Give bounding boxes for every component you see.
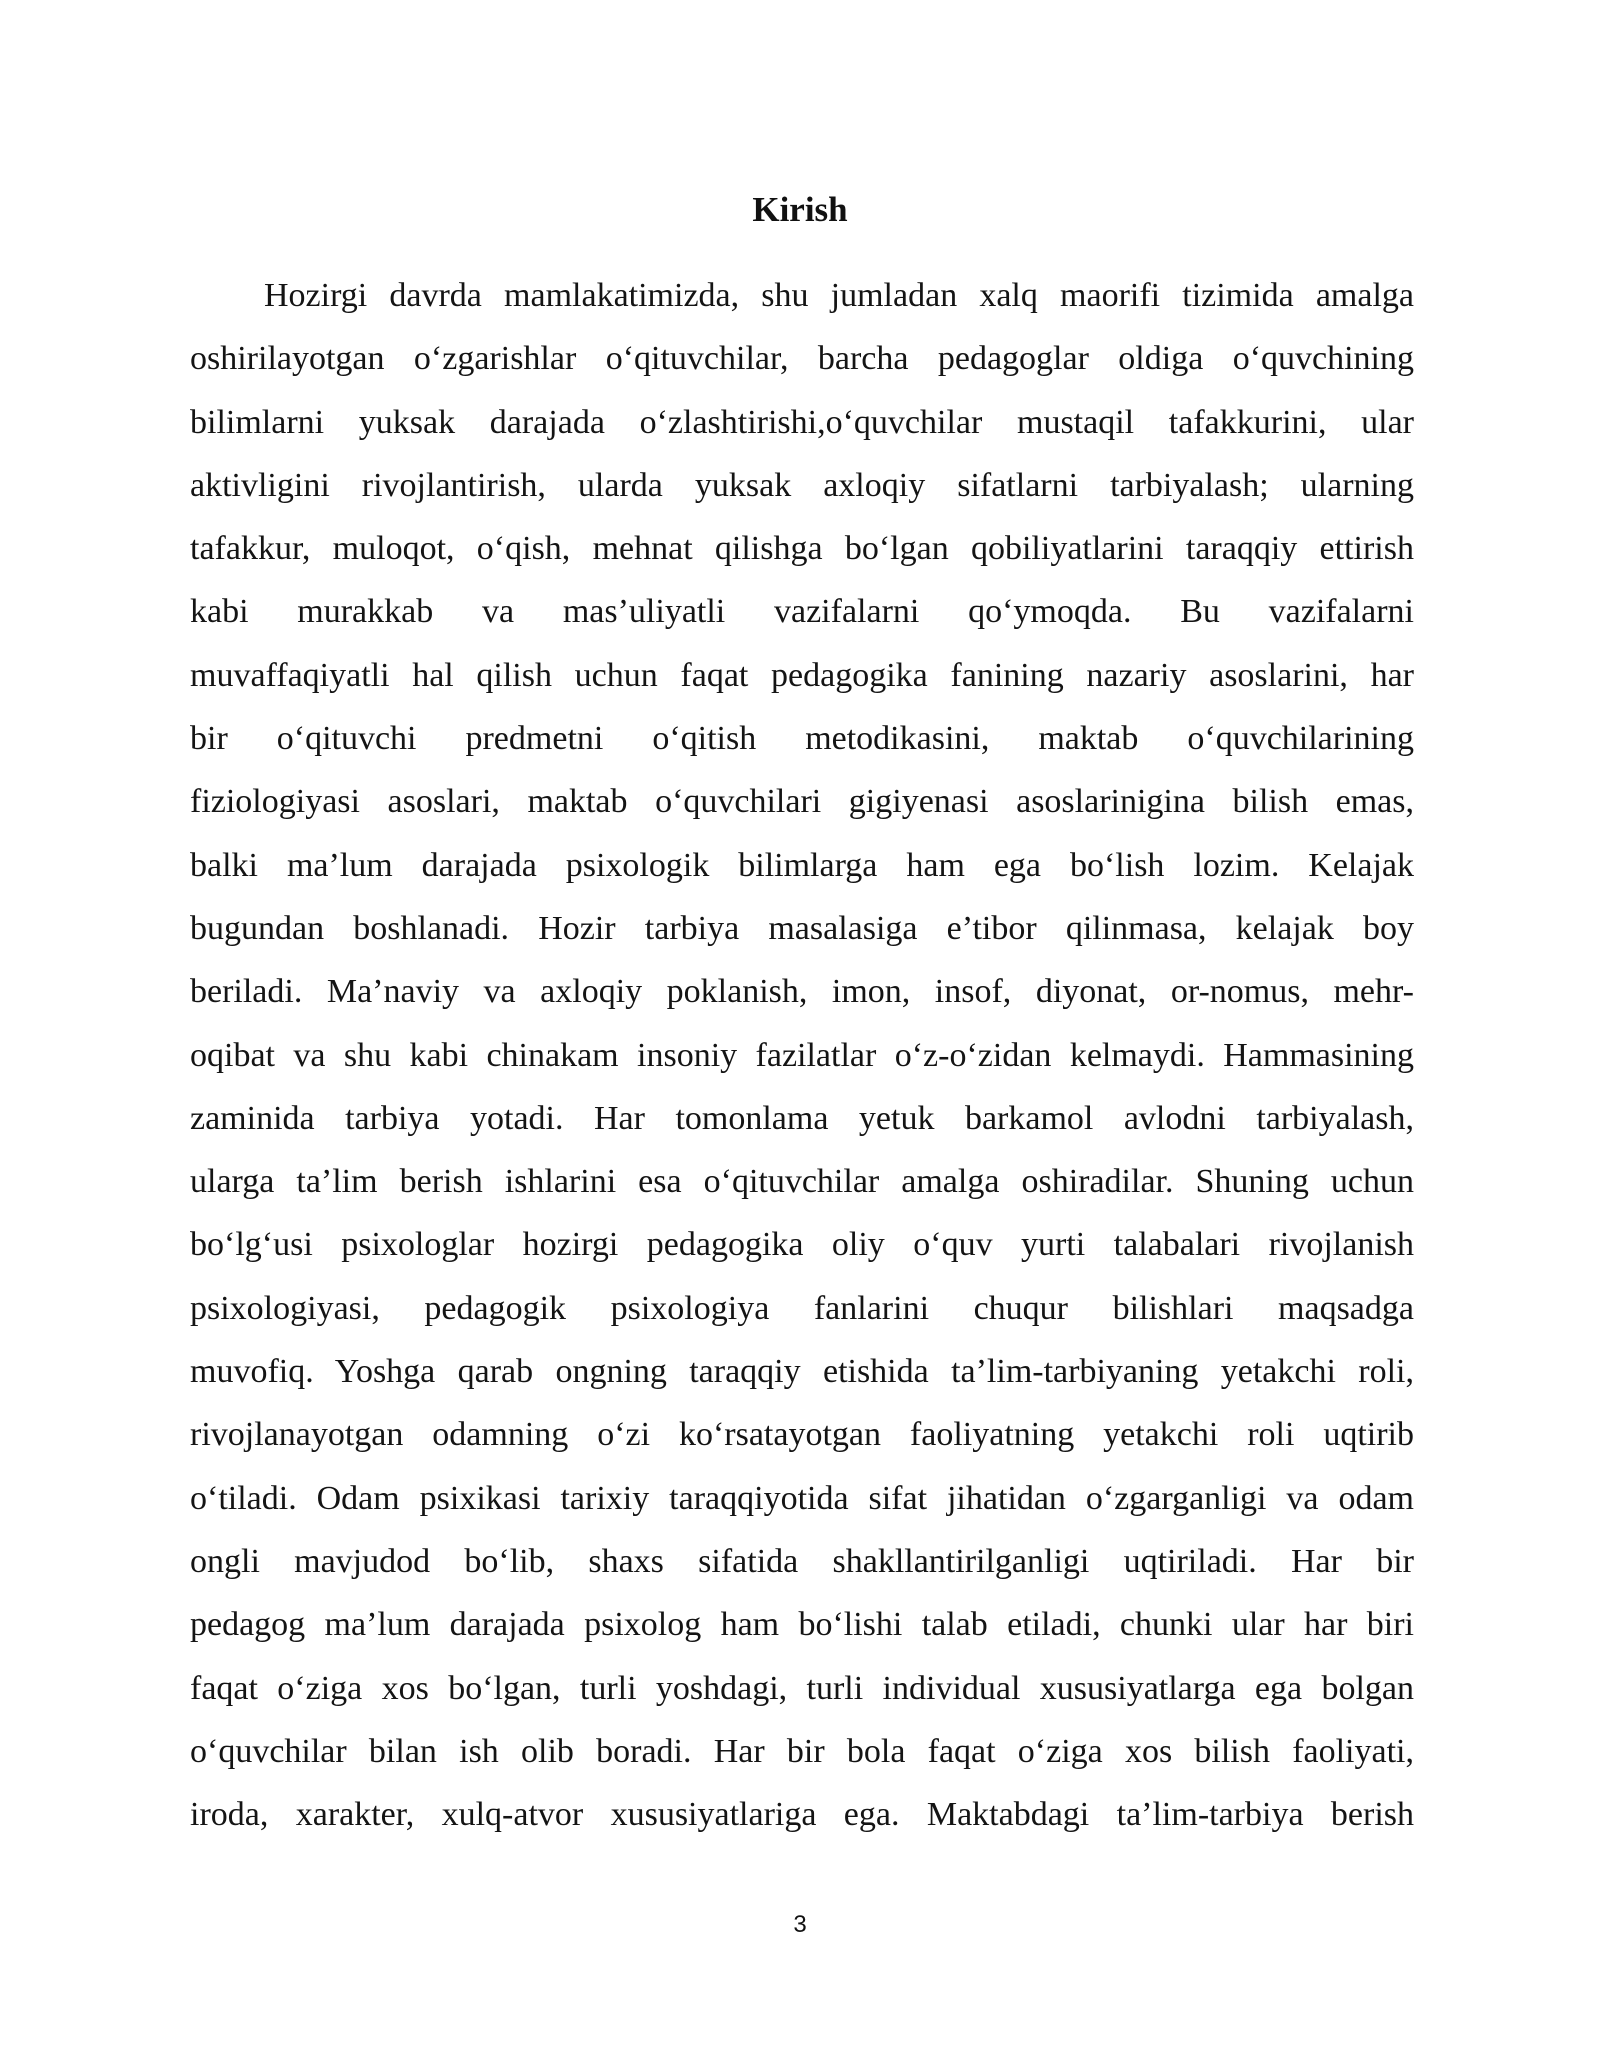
page-title: Kirish bbox=[752, 190, 848, 229]
body-paragraph bbox=[190, 264, 1414, 1846]
paragraph-line: Hozirgi davrda mamlakatimizda, shu jumladan xalq maorifi tizimida amalga bbox=[264, 277, 1414, 314]
paragraph-line: psixologiyasi, pedagogik psixologiya fanlarini chuqur bilishlari maqsadga bbox=[190, 1289, 1414, 1327]
paragraph-line: kabi murakkab va mas’uliyatli vazifalarni qo‘ymoqda. Bu vazifalarni bbox=[190, 593, 1414, 631]
paragraph-line: fiziologiyasi asoslari, maktab o‘quvchilari gigiyenasi asoslarinigina bilish emas, bbox=[190, 783, 1414, 821]
paragraph-line: oshirilayotgan o‘zgarishlar o‘qituvchilar, barcha pedagoglar oldiga o‘quvchining bbox=[190, 340, 1414, 378]
paragraph-line: beriladi. Ma’naviy va axloqiy poklanish, imon, insof, diyonat, or-nomus, mehr- bbox=[190, 973, 1414, 1011]
paragraph-line: iroda, xarakter, xulq-atvor xususiyatlariga ega. Maktabdagi ta’lim-tarbiya berish bbox=[190, 1796, 1414, 1834]
paragraph-line: rivojlanayotgan odamning o‘zi ko‘rsatayotgan faoliyatning yetakchi roli uqtirib bbox=[190, 1416, 1414, 1454]
paragraph-line: oqibat va shu kabi chinakam insoniy fazilatlar o‘z-o‘zidan kelmaydi. Hammasining bbox=[190, 1036, 1414, 1074]
paragraph-line: ularga ta’lim berish ishlarini esa o‘qituvchilar amalga oshiradilar. Shuning uchun bbox=[190, 1163, 1414, 1201]
paragraph-line: balki ma’lum darajada psixologik bilimlarga ham ega bo‘lish lozim. Kelajak bbox=[190, 846, 1414, 884]
paragraph-line: muvaffaqiyatli hal qilish uchun faqat pedagogika fanining nazariy asoslarini, har bbox=[190, 656, 1414, 694]
paragraph-line: o‘quvchilar bilan ish olib boradi. Har bir bola faqat o‘ziga xos bilish faoliyati, bbox=[190, 1732, 1414, 1770]
paragraph-line: aktivligini rivojlantirish, ularda yuksak axloqiy sifatlarni tarbiyalash; ularning bbox=[190, 466, 1414, 504]
paragraph-line: bir o‘qituvchi predmetni o‘qitish metodikasini, maktab o‘quvchilarining bbox=[190, 720, 1414, 758]
paragraph-line: bugundan boshlanadi. Hozir tarbiya masalasiga e’tibor qilinmasa, kelajak boy bbox=[190, 909, 1414, 947]
paragraph-line: bilimlarni yuksak darajada o‘zlashtirishi,o‘quvchilar mustaqil tafakkurini, ular bbox=[190, 403, 1414, 441]
page-number: 3 bbox=[793, 1911, 807, 1938]
paragraph-line: tafakkur, muloqot, o‘qish, mehnat qilishga bo‘lgan qobiliyatlarini taraqqiy ettirish bbox=[190, 530, 1414, 568]
paragraph-line: o‘tiladi. Odam psixikasi tarixiy taraqqiyotida sifat jihatidan o‘zgarganligi va odam bbox=[190, 1479, 1414, 1517]
paragraph-line: ongli mavjudod bo‘lib, shaxs sifatida shakllantirilganligi uqtiriladi. Har bir bbox=[190, 1542, 1414, 1580]
paragraph-line: faqat o‘ziga xos bo‘lgan, turli yoshdagi, turli individual xususiyatlarga ega bolgan bbox=[190, 1669, 1414, 1707]
paragraph-line: zaminida tarbiya yotadi. Har tomonlama yetuk barkamol avlodni tarbiyalash, bbox=[190, 1099, 1414, 1137]
paragraph-line: bo‘lg‘usi psixologlar hozirgi pedagogika oliy o‘quv yurti talabalari rivojlanish bbox=[190, 1226, 1414, 1264]
paragraph-line: muvofiq. Yoshga qarab ongning taraqqiy etishida ta’lim-tarbiyaning yetakchi roli, bbox=[190, 1353, 1414, 1391]
paragraph-line: pedagog ma’lum darajada psixolog ham bo‘lishi talab etiladi, chunki ular har biri bbox=[190, 1606, 1414, 1644]
